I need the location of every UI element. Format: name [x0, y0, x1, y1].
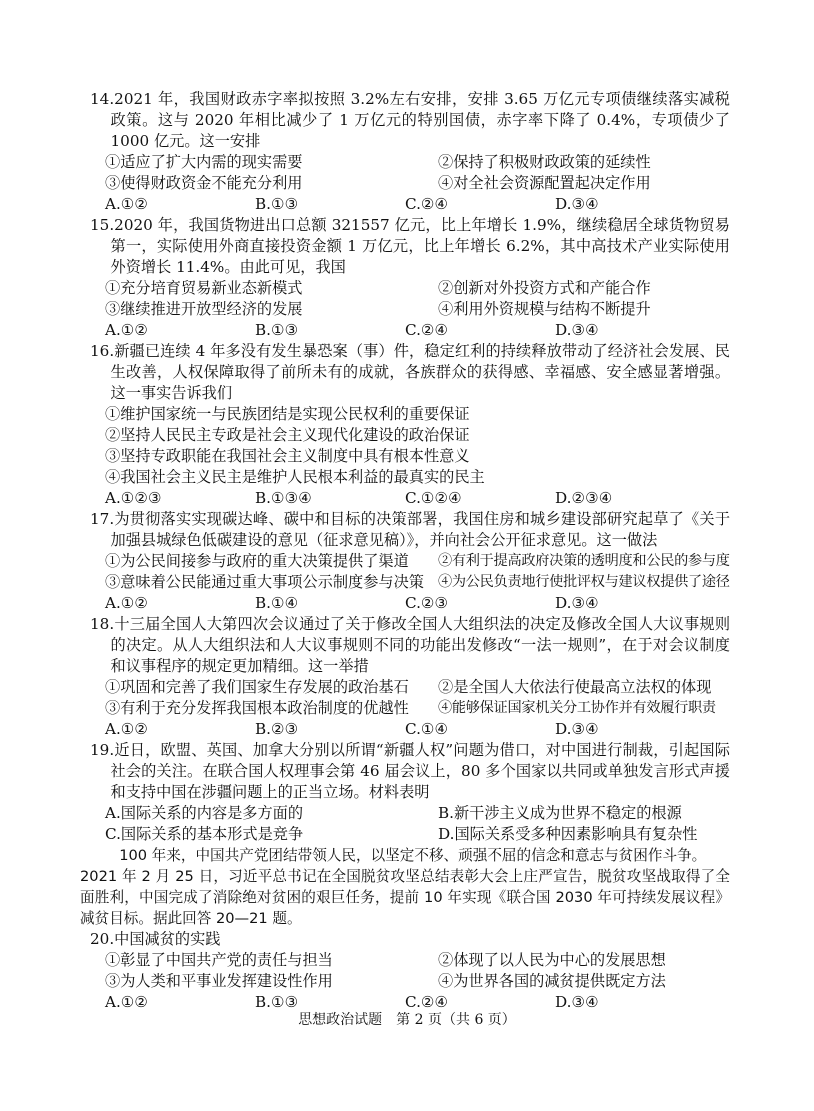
- answer-choice-d: D.③④: [555, 993, 599, 1011]
- statement-option: ④对全社会资源配置起决定作用: [438, 174, 651, 192]
- question-number: 18.: [90, 615, 115, 633]
- question-number: 19.: [90, 741, 115, 759]
- answer-choice-c: C.国际关系的基本形式是竞争: [105, 825, 304, 843]
- question-20-stem: [90, 929, 730, 950]
- statement-option: ③使得财政资金不能充分利用: [105, 174, 303, 192]
- statement-option: ②坚持人民民主专政是社会主义现代化建设的政治保证: [105, 426, 470, 444]
- statement-option: ①为公民间接参与政府的重大决策提供了渠道: [105, 552, 409, 570]
- question-text: 近日，欧盟、英国、加拿大分别以所谓“新疆人权”问题为借口，对中国进行制裁，引起国际社会的关注。在联合国人权理事会第 46 届会议上，80 多个国家以共同或单独发言形式声援和支持中国在涉疆问题上的正当立场。材料表明: [110, 741, 730, 801]
- answer-choices: [90, 803, 730, 845]
- statement-option: ④利用外资规模与结构不断提升: [438, 300, 651, 318]
- statement-option: ③有利于充分发挥我国根本政治制度的优越性: [105, 699, 409, 717]
- answer-choice-a: A.①②: [105, 321, 149, 339]
- answer-choice-b: B.①④: [255, 594, 299, 612]
- answer-choices: [90, 194, 730, 215]
- statement-option: ④为世界各国的减贫提供既定方法: [438, 972, 666, 990]
- statement-option: ③意味着公民能通过重大事项公示制度参与决策: [105, 573, 424, 591]
- answer-choices: [90, 320, 730, 341]
- question-19-stem: [90, 740, 730, 803]
- question-number: 15.: [90, 216, 115, 234]
- question-20: [90, 929, 730, 1013]
- statement-options: [90, 152, 730, 194]
- statement-option: ①充分培育贸易新业态新模式: [105, 279, 303, 297]
- exam-page: [80, 89, 730, 1013]
- answer-choice-a: A.①②: [105, 993, 149, 1011]
- answer-choices: [90, 593, 730, 614]
- statement-option: ①彰显了中国共产党的责任与担当: [105, 951, 333, 969]
- answer-choice-d: D.国际关系受多种因素影响具有复杂性: [438, 825, 698, 843]
- question-17: [90, 509, 730, 614]
- question-16-stem: [90, 341, 730, 404]
- statement-option: ②是全国人大依法行使最高立法权的体现: [438, 678, 712, 696]
- page-footer: 思想政治试题 第 2 页（共 6 页）: [298, 1012, 516, 1028]
- answer-choice-b: B.①③: [255, 195, 299, 213]
- answer-choice-d: D.③④: [555, 594, 599, 612]
- answer-choice-a: A.国际关系的内容是多方面的: [105, 804, 304, 822]
- question-16: [90, 341, 730, 509]
- question-15: [90, 215, 730, 341]
- answer-choices: [90, 719, 730, 740]
- statement-option: ④我国社会主义民主是维护人民根本利益的最真实的民主: [105, 468, 485, 486]
- answer-choice-a: A.①②③: [105, 489, 162, 507]
- question-18: [90, 614, 730, 740]
- answer-choice-d: D.③④: [555, 195, 599, 213]
- statement-option: ②创新对外投资方式和产能合作: [438, 279, 651, 297]
- answer-choice-d: D.③④: [555, 321, 599, 339]
- question-number: 14.: [90, 90, 115, 108]
- question-number: 20.: [90, 930, 115, 948]
- question-15-stem: [90, 215, 730, 278]
- answer-choice-a: A.①②: [105, 720, 149, 738]
- question-number: 17.: [90, 510, 115, 528]
- statement-option: ④能够保证国家机关分工协作并有效履行职责: [438, 700, 716, 716]
- answer-choice-a: A.①②: [105, 195, 149, 213]
- statement-option: ③坚持专政职能在我国社会主义制度中具有根本性意义: [105, 447, 470, 465]
- question-19: [90, 740, 730, 845]
- answer-choice-c: C.②③: [405, 594, 449, 612]
- statement-option: ①适应了扩大内需的现实需要: [105, 153, 303, 171]
- question-text: 新疆已连续 4 年多没有发生暴恐案（事）件，稳定红利的持续释放带动了经济社会发展、民生改善，人权保障取得了前所未有的成就，各族群众的获得感、幸福感、安全感显著增强。这一事实告诉我们: [110, 342, 730, 402]
- question-text: 为贯彻落实实现碳达峰、碳中和目标的决策部署，我国住房和城乡建设部研究起草了《关于加强县城绿色低碳建设的意见（征求意见稿）》，并向社会公开征求意见。这一做法: [110, 510, 730, 549]
- statement-option: ②体现了以人民为中心的发展思想: [438, 951, 666, 969]
- question-text: 2021 年，我国财政赤字率拟按照 3.2%左右安排，安排 3.65 万亿元专项债继续落实减税政策。这与 2020 年相比减少了 1 万亿元的特别国债，赤字率下降了 0.4%，专项债少了 1000 亿元。这一安排: [110, 90, 730, 150]
- statement-options: [90, 278, 730, 320]
- question-text: 2020 年，我国货物进出口总额 321557 亿元，比上年增长 1.9%，继续稳居全球货物贸易第一，实际使用外商直接投资金额 1 万亿元，比上年增长 6.2%，其中高技术产业实际使用外资增长 11.4%。由此可见，我国: [110, 216, 730, 276]
- statement-option: ①巩固和完善了我们国家生存发展的政治基石: [105, 678, 409, 696]
- answer-choices: [90, 488, 730, 509]
- statement-option: ①维护国家统一与民族团结是实现公民权利的重要保证: [105, 405, 470, 423]
- answer-choice-b: B.新干涉主义成为世界不稳定的根源: [438, 804, 682, 822]
- question-18-stem: [90, 614, 730, 677]
- answer-choice-c: C.②④: [405, 993, 449, 1011]
- statement-option: ③继续推进开放型经济的发展: [105, 300, 303, 318]
- question-text: 十三届全国人大第四次会议通过了关于修改全国人大组织法的决定及修改全国人大议事规则的决定。从人大组织法和人大议事规则不同的功能出发修改“一法一规则”，在于对会议制度和议事程序的规定更加精细。这一举措: [110, 615, 730, 675]
- answer-choice-c: C.②④: [405, 195, 449, 213]
- answer-choice-c: C.①④: [405, 720, 449, 738]
- answer-choice-b: B.①③④: [255, 489, 312, 507]
- answer-choice-c: C.①②④: [405, 489, 462, 507]
- question-text: 中国减贫的实践: [114, 930, 221, 948]
- answer-choice-b: B.①③: [255, 993, 299, 1011]
- answer-choice-d: D.③④: [555, 720, 599, 738]
- answer-choice-c: C.②④: [405, 321, 449, 339]
- answer-choice-d: D.②③④: [555, 489, 613, 507]
- question-number: 16.: [90, 342, 115, 360]
- answer-choice-b: B.①③: [255, 321, 299, 339]
- question-17-stem: [90, 509, 730, 551]
- statement-options: [90, 950, 730, 992]
- answer-choice-a: A.①②: [105, 594, 149, 612]
- statement-option: ②保持了积极财政政策的延续性: [438, 153, 651, 171]
- statement-option: ③为人类和平事业发挥建设性作用: [105, 972, 333, 990]
- question-14: [90, 89, 730, 215]
- statement-options: [90, 404, 730, 488]
- material-body: 2021 年 2 月 25 日，习近平总书记在全国脱贫攻坚总结表彰大会上庄严宣告，脱贫攻坚战取得了全面胜利，中国完成了消除绝对贫困的艰巨任务，提前 10 年实现《联合国 2030 年可持续发展议程》减贫目标。据此回答 20—21 题。: [80, 868, 730, 927]
- statement-option: ④为公民负责地行使批评权与建议权提供了途径: [438, 574, 730, 590]
- question-14-stem: [90, 89, 730, 152]
- material-first-line: 100 年来，中国共产党团结带领人民，以坚定不移、顽强不屈的信念和意志与贫困作斗争。: [119, 847, 707, 864]
- answer-choice-b: B.②③: [255, 720, 299, 738]
- statement-options: [90, 677, 730, 719]
- statement-option: ②有利于提高政府决策的透明度和公民的参与度: [438, 553, 730, 569]
- reading-material: [80, 845, 730, 929]
- statement-options: [90, 551, 730, 593]
